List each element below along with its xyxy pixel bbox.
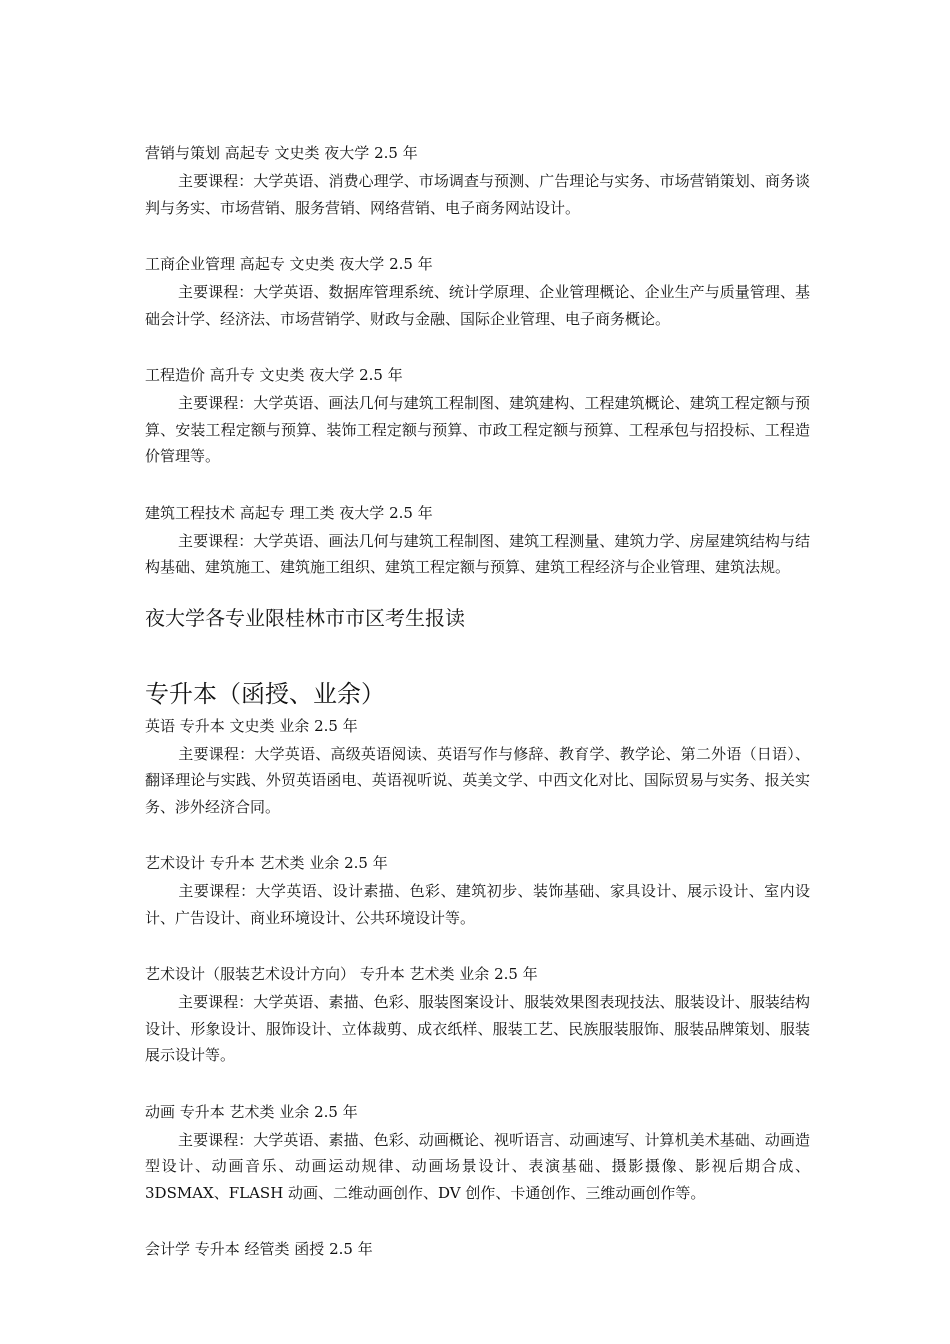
- program-title: 艺术设计（服装艺术设计方向） 专升本 艺术类 业余 2.5 年: [145, 965, 538, 983]
- program-courses: 主要课程：大学英语、消费心理学、市场调查与预测、广告理论与实务、市场营销策划、商务谈判与务实、市场营销、服务营销、网络营销、电子商务网站设计。: [145, 172, 810, 217]
- program-courses: 主要课程：大学英语、数据库管理系统、统计学原理、企业管理概论、企业生产与质量管理、基础会计学、经济法、市场营销学、财政与金融、国际企业管理、电子商务概论。: [145, 283, 810, 328]
- enrollment-notice: 夜大学各专业限桂林市市区考生报读: [145, 605, 465, 630]
- program-entry: [145, 711, 810, 821]
- program-entry: [145, 959, 810, 1069]
- program-courses: 主要课程：大学英语、高级英语阅读、英语写作与修辞、教育学、教学论、第二外语（日语）、翻译理论与实践、外贸英语函电、英语视听说、英美文学、中西文化对比、国际贸易与实务、报关实务、涉外经济合同。: [145, 744, 810, 816]
- program-title: 英语 专升本 文史类 业余 2.5 年: [145, 716, 358, 735]
- program-courses: 主要课程：大学英语、素描、色彩、服装图案设计、服装效果图表现技法、服装设计、服装结构设计、形象设计、服饰设计、立体裁剪、成衣纸样、服装工艺、民族服装服饰、服装品牌策划、服装展示设计等。: [145, 993, 810, 1064]
- program-title: 工商企业管理 高起专 文史类 夜大学 2.5 年: [145, 255, 433, 273]
- section-heading: 专升本（函授、业余）: [145, 679, 385, 708]
- document-page: [145, 138, 810, 1264]
- program-courses: 主要课程：大学英语、画法几何与建筑工程制图、建筑建构、工程建筑概论、建筑工程定额与预算、安装工程定额与预算、装饰工程定额与预算、市政工程定额与预算、工程承包与招投标、工程造价管理等。: [145, 394, 810, 465]
- program-entry: [145, 360, 810, 470]
- program-title: 营销与策划 高起专 文史类 夜大学 2.5 年: [145, 144, 418, 162]
- program-entry: [145, 138, 810, 221]
- program-courses: 主要课程：大学英语、素描、色彩、动画概论、视听语言、动画速写、计算机美术基础、动画造型设计、动画音乐、动画运动规律、动画场景设计、表演基础、摄影摄像、影视后期合成、3DSMAX、FLASH 动画、二维动画创作、DV 创作、卡通创作、三维动画创作等。: [145, 1130, 810, 1202]
- program-courses: 主要课程：大学英语、画法几何与建筑工程制图、建筑工程测量、建筑力学、房屋建筑结构与结构基础、建筑施工、建筑施工组织、建筑工程定额与预算、建筑工程经济与企业管理、建筑法规。: [145, 531, 810, 576]
- program-title: 会计学 专升本 经管类 函授 2.5 年: [145, 1240, 373, 1258]
- program-title: 建筑工程技术 高起专 理工类 夜大学 2.5 年: [145, 503, 433, 522]
- program-entry: [145, 1234, 810, 1264]
- program-entry: [145, 1097, 810, 1207]
- program-entry: [145, 249, 810, 332]
- program-entry: [145, 498, 810, 581]
- program-title: 艺术设计 专升本 艺术类 业余 2.5 年: [145, 854, 388, 872]
- program-title: 动画 专升本 艺术类 业余 2.5 年: [145, 1102, 358, 1121]
- program-courses: 主要课程：大学英语、设计素描、色彩、建筑初步、装饰基础、家具设计、展示设计、室内设计、广告设计、商业环境设计、公共环境设计等。: [145, 882, 810, 927]
- program-entry: [145, 848, 810, 931]
- program-title: 工程造价 高升专 文史类 夜大学 2.5 年: [145, 366, 403, 384]
